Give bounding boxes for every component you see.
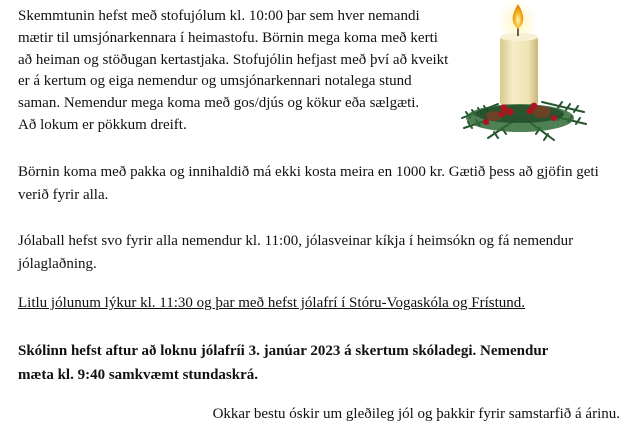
greeting-line: Okkar bestu óskir um gleðileg jól og þakkir fyrir samstarfið á árinu.: [212, 406, 620, 422]
gifts-line: Börnin koma með pakka og innihaldið má ekki kosta meira en 1000 kr. Gætið þess að gjöfin geti: [18, 164, 599, 180]
ball-line: jólaglaðning.: [18, 256, 97, 272]
gifts-line: verið fyrir alla.: [18, 187, 109, 203]
intro-line: Skemmtunin hefst með stofujólum kl. 10:00 þar sem hver nemandi: [18, 8, 420, 24]
intro-line: er á kertum og eiga nemendur og umsjónarkennari notalega stund: [18, 73, 412, 90]
school-resumes-paragraph: [18, 340, 622, 387]
candle-top: [500, 33, 538, 41]
school-line: Skólinn hefst aftur að loknu jólafríi 3. janúar 2023 á skertum skóladegi. Nemendur: [18, 343, 549, 359]
christmas-candle-icon: [458, 0, 590, 152]
ball-line: Jólaball hefst svo fyrir alla nemendur kl. 11:00, jólasveinar kíkja í heimsókn og fá nemendur: [18, 233, 574, 249]
end-of-event-paragraph: Litlu jólunum lýkur kl. 11:30 og þar með hefst jólafrí í Stóru-Vogaskóla og Frístund.: [18, 295, 526, 311]
intro-line: Að lokum er pökkum dreift.: [18, 116, 187, 133]
intro-line: að heiman og stöðugan kertastjaka. Stofujólin hefjast með því að kveikt: [18, 51, 449, 68]
christmas-ball-paragraph: [18, 230, 622, 276]
intro-line: saman. Nemendur mega koma með gos/djús og kökur eða sælgæti.: [18, 95, 420, 112]
gifts-paragraph: [18, 161, 622, 207]
intro-line: mætir til umsjónarkennara í heimastofu. Börnin mega koma með kerti: [18, 29, 438, 46]
intro-paragraph: [18, 6, 456, 137]
school-line: mæta kl. 9:40 samkvæmt stundaskrá.: [18, 366, 259, 383]
candle-body: [500, 36, 538, 106]
